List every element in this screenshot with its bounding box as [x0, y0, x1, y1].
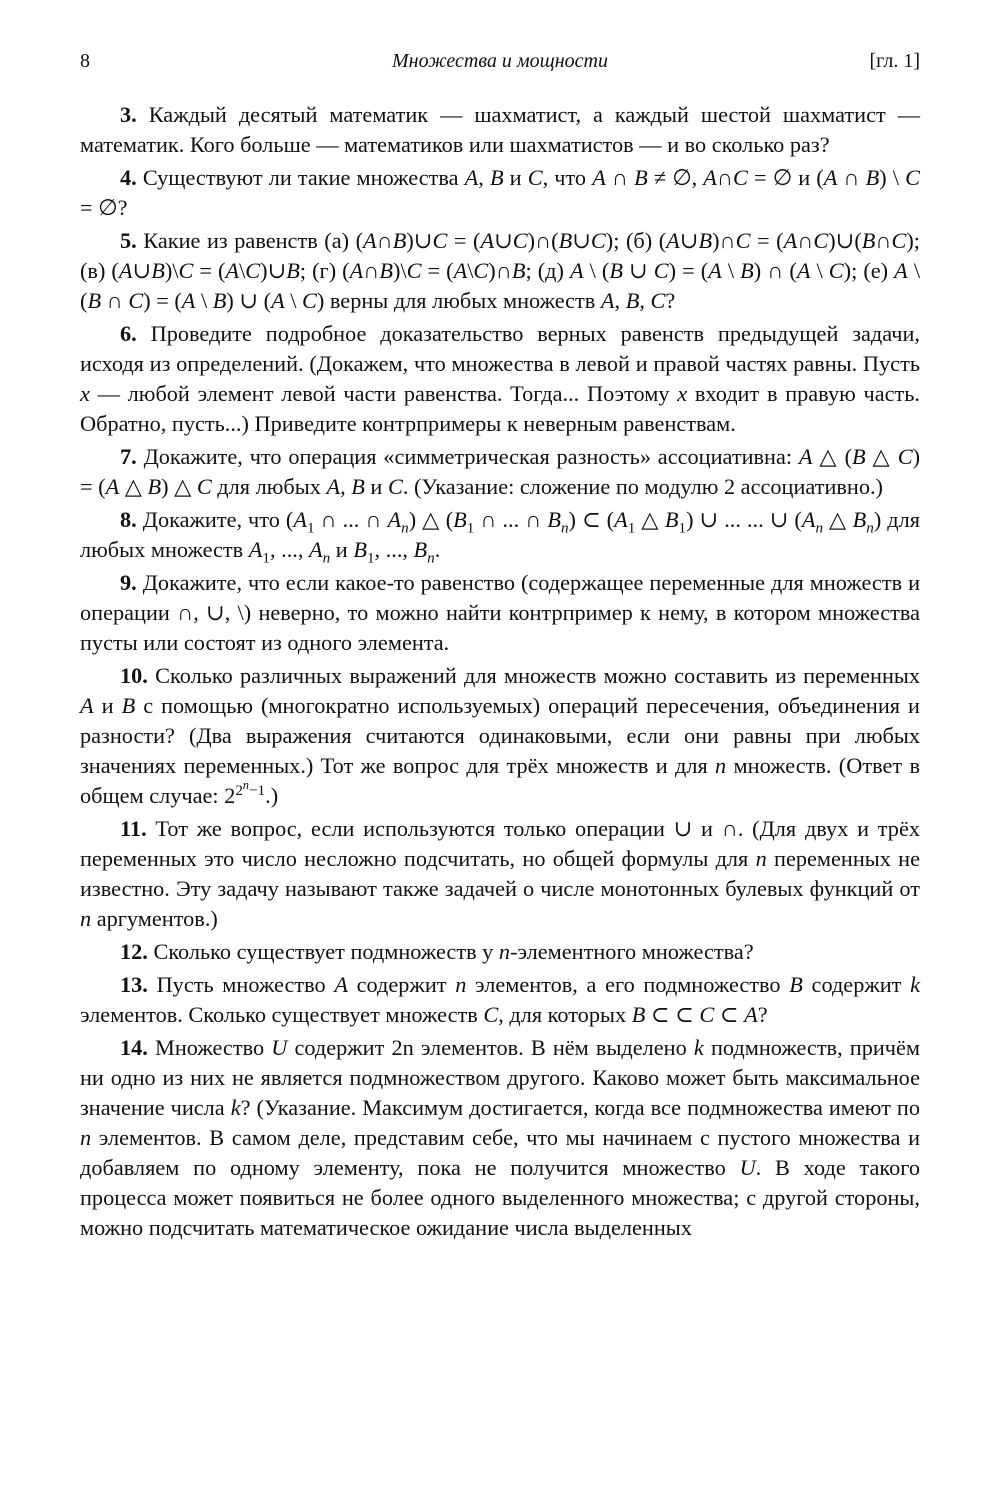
problem: [80, 568, 920, 658]
problem-text: Множество U содержит 2n элементов. В нём выделено k подмножеств, причём ни одно из них не является подмножеством другого. Каково может быть максимальное значение числа k? (Указание. Максимум достигается, когда все подмножества имеют по n элементов. В самом деле, представим себе, что мы начинаем с пустого множества и добавляем по одному элементу, пока не получится множество U. В ходе такого процесса может появиться не более одного выделенного множества; с другой стороны, можно подсчитать математическое ожидание числа выделенных: [80, 1035, 921, 1240]
problem: [80, 100, 920, 160]
page-header: [80, 50, 920, 80]
problem-text: Докажите, что если какое-то равенство (содержащее переменные для множеств и операции ∩, ∪, \) неверно, то можно найти контрпример к нему, в котором множества пусты или состоят из одного элемента.: [80, 570, 921, 655]
problem: [80, 442, 920, 502]
problem-number: 7.: [120, 444, 137, 469]
problem-number: 8.: [120, 507, 137, 532]
problem-number: 12.: [120, 939, 148, 964]
page-number: 8: [80, 50, 90, 72]
problem-text: Сколько различных выражений для множеств можно составить из переменных A и B с помощью (многократно используемых) операций пересечения, объединения и разности? (Два выражения считаются одинаковыми, если они равны при любых значениях переменных.) Тот же вопрос для трёх множеств и для n множеств. (Ответ в общем случае: $2^{2^n-1}$.): [80, 663, 920, 808]
problem-number: 14.: [120, 1035, 148, 1060]
problem-number: 4.: [120, 165, 137, 190]
problem-number: 6.: [120, 321, 137, 346]
problem-number: 11.: [120, 816, 147, 841]
problem-text: Какие из равенств (а) (A∩B)∪C = (A∪C)∩(B∪C); (б) (A∪B)∩C = (A∩C)∪(B∩C); (в) (A∪B)\C = (A\C)∪B; (г) (A∩B)\C = (A\C)∩B; (д) A \ (B ∪ C) = (A \ B) ∩ (A \ C); (е) A \ (B ∩ C) = (A \ B) ∪ (A \ C) верны для любых множеств A, B, C?: [80, 228, 921, 313]
problem: [80, 163, 920, 223]
chapter-reference: [гл. 1]: [869, 50, 920, 72]
problem: [80, 937, 920, 967]
problem-number: 9.: [120, 570, 137, 595]
problem-text: Проведите подробное доказательство верных равенств предыдущей задачи, исходя из определений. (Докажем, что множества в левой и правой частях равны. Пусть x — любой элемент левой части равенства. Тогда... Поэтому x входит в правую часть. Обратно, пусть...) Приведите контрпримеры к неверным равенствам.: [80, 321, 921, 436]
problem: [80, 814, 920, 934]
problem: [80, 505, 920, 565]
problem: [80, 319, 920, 439]
problem: [80, 226, 920, 316]
page-body: [80, 100, 920, 1246]
problem-text: Каждый десятый математик — шахматист, а каждый шестой шахматист — математик. Кого больше — математиков или шахматистов — и во сколько раз?: [80, 102, 921, 157]
problem-number: 3.: [120, 102, 137, 127]
problem-number: 13.: [120, 972, 148, 997]
problem: [80, 661, 920, 811]
running-title: Множества и мощности: [391, 50, 608, 72]
problem: [80, 1033, 920, 1243]
problem-number: 5.: [120, 228, 137, 253]
problem-text: Сколько существует подмножеств у n-элементного множества?: [153, 939, 754, 964]
problem-text: Существуют ли такие множества A, B и C, что A ∩ B ≠ ∅, A∩C = ∅ и (A ∩ B) \ C = ∅?: [80, 165, 920, 220]
problem-text: Докажите, что операция «симметрическая разность» ассоциативна: A △ (B △ C) = (A △ B) △ C для любых A, B и C. (Указание: сложение по модулю 2 ассоциативно.): [80, 444, 920, 499]
problem-text: Пусть множество A содержит n элементов, а его подмножество B содержит k элементов. Сколько существует множеств C, для которых B ⊂ ⊂ C ⊂ A?: [80, 972, 921, 1027]
problem-text: Тот же вопрос, если используются только операции ∪ и ∩. (Для двух и трёх переменных это число несложно подсчитать, но общей формулы для n переменных не известно. Эту задачу называют также задачей о числе монотонных булевых функций от n аргументов.): [80, 816, 920, 931]
problem: [80, 970, 920, 1030]
problem-number: 10.: [120, 663, 148, 688]
problem-text: Докажите, что ($A_1$ ∩ ... ∩ $A_n$) △ ($B_1$ ∩ ... ∩ $B_n$) ⊂ ($A_1$ △ $B_1$) ∪ ... ... ∪ ($A_n$ △ $B_n$) для любых множеств $A_1$, ..., $A_n$ и $B_1$, ..., $B_n$.: [80, 507, 921, 567]
